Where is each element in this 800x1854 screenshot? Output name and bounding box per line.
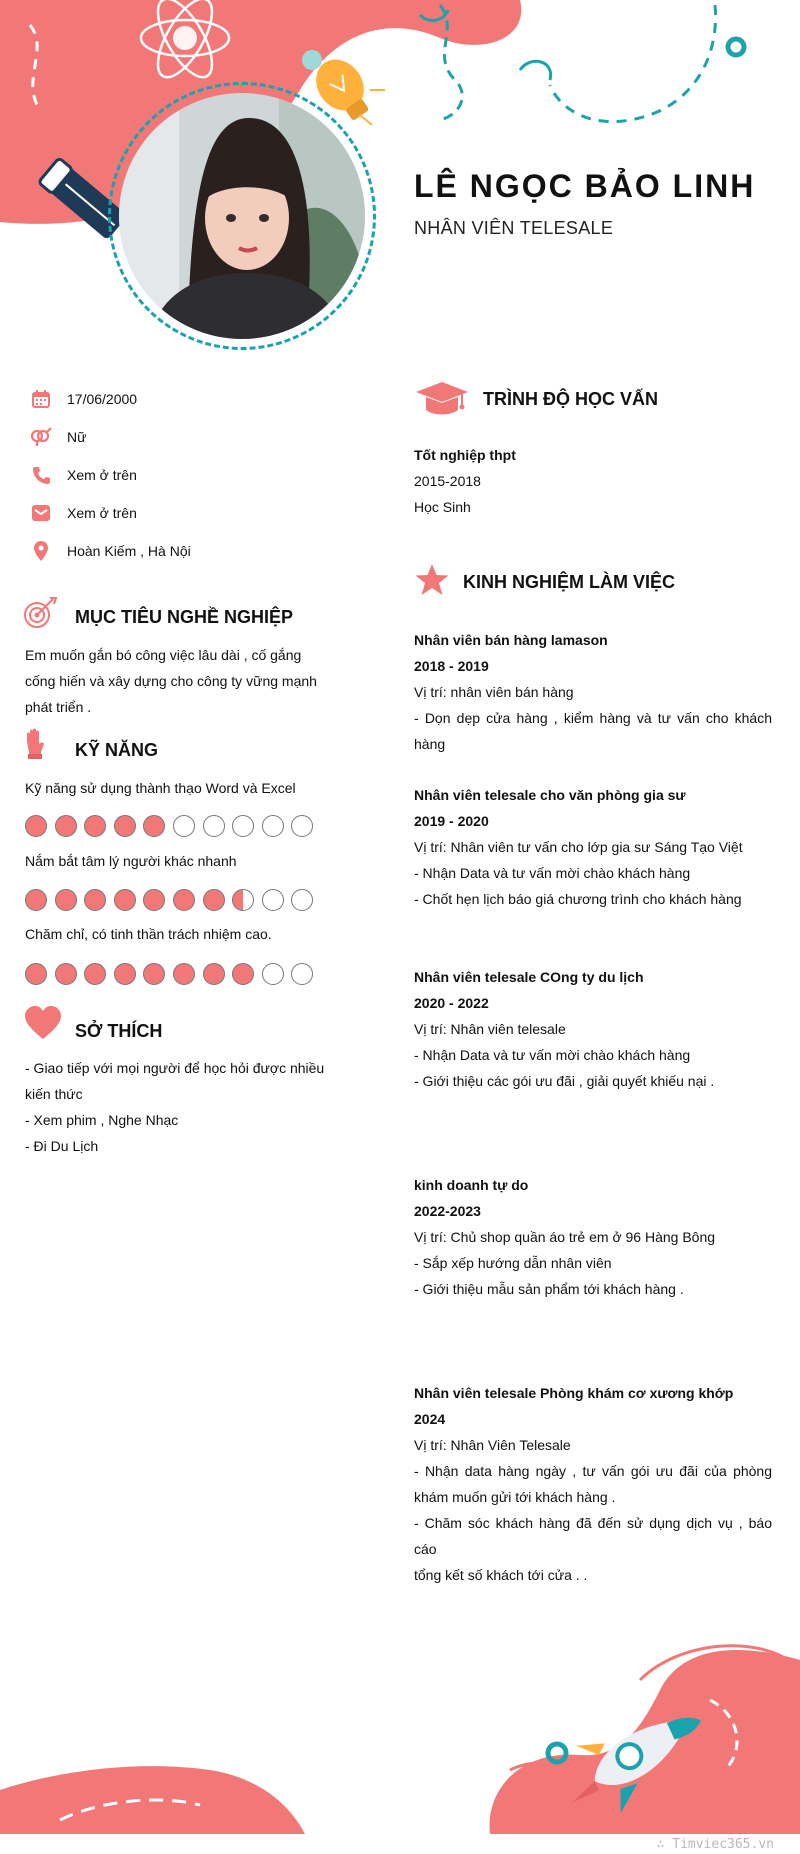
rating-dot xyxy=(173,815,195,837)
experience-line: - Giới thiệu mẫu sản phẩm tới khách hàng . xyxy=(414,1281,684,1297)
experience-line: - Sắp xếp hướng dẫn nhân viên xyxy=(414,1255,612,1271)
info-phone xyxy=(28,462,137,488)
rating-dot xyxy=(203,963,225,985)
rating-dot xyxy=(291,815,313,837)
experience-line: Vị trí: Chủ shop quần áo trẻ em ở 96 Hàng Bông xyxy=(414,1229,716,1245)
info-birthday xyxy=(28,386,137,412)
experience-company: Nhân viên telesale cho văn phòng gia sư xyxy=(414,787,686,803)
rating-dot xyxy=(55,815,77,837)
experience-company: Nhân viên telesale Phòng khám cơ xương khớp xyxy=(414,1385,734,1401)
hobbies-list xyxy=(25,1055,325,1159)
email-text: Xem ở trên xyxy=(67,505,137,521)
rating-dot xyxy=(25,815,47,837)
rating-dot xyxy=(291,963,313,985)
experience-line: hàng xyxy=(414,736,446,752)
rating-dot xyxy=(25,963,47,985)
experience-line: khám muốn gửi tới khách hàng . xyxy=(414,1489,616,1505)
objective-line: Em muốn gắn bó công việc lâu dài , cố gắng xyxy=(25,647,302,663)
experience-item xyxy=(414,1172,772,1302)
rating-dot xyxy=(55,963,77,985)
gender-icon xyxy=(28,424,54,450)
phone-text: Xem ở trên xyxy=(67,467,137,483)
experience-period: 2019 - 2020 xyxy=(414,813,489,829)
experience-company: Nhân viên bán hàng lamason xyxy=(414,632,608,648)
experience-line: Vị trí: Nhân viên tư vấn cho lớp gia sư Sáng Tạo Việt xyxy=(414,839,743,855)
experience-period: 2024 xyxy=(414,1411,446,1427)
heart-icon xyxy=(24,1006,62,1040)
objective-line: phát triển . xyxy=(25,699,92,715)
experience-period: 2018 - 2019 xyxy=(414,658,489,674)
experience-line: Vị trí: Nhân Viên Telesale xyxy=(414,1437,571,1453)
rating-dot xyxy=(143,815,165,837)
job-title: NHÂN VIÊN TELESALE xyxy=(414,218,614,238)
experience-title: KINH NGHIỆM LÀM VIỆC xyxy=(463,572,676,592)
rating-dot xyxy=(114,963,136,985)
phone-icon xyxy=(28,462,54,488)
location-pin-icon xyxy=(28,538,54,564)
education-school: Tốt nghiệp thpt xyxy=(414,447,516,463)
experience-item xyxy=(414,627,772,757)
experience-line: - Nhận Data và tư vấn mời chào khách hàng xyxy=(414,865,691,881)
skill-rating xyxy=(25,815,321,837)
experience-period: 2022-2023 xyxy=(414,1203,481,1219)
graduation-cap-icon xyxy=(414,380,470,418)
education-title: TRÌNH ĐỘ HỌC VẤN xyxy=(483,389,658,409)
birthday-text: 17/06/2000 xyxy=(67,391,138,407)
education-role: Học Sinh xyxy=(414,499,471,515)
rating-dot xyxy=(173,963,195,985)
rating-dot xyxy=(262,815,284,837)
experience-line: - Dọn dẹp cửa hàng , kiểm hàng và tư vấn cho khách xyxy=(414,710,772,726)
email-icon xyxy=(28,500,54,526)
experience-company: kinh doanh tự do xyxy=(414,1177,529,1193)
objective-title: MỤC TIÊU NGHỀ NGHIỆP xyxy=(75,607,294,627)
rating-dot xyxy=(143,963,165,985)
rating-dot xyxy=(55,889,77,911)
gender-text: Nữ xyxy=(67,429,87,445)
rating-dot xyxy=(84,815,106,837)
experience-line: - Nhận Data và tư vấn mời chào khách hàng xyxy=(414,1047,691,1063)
rating-dot xyxy=(84,889,106,911)
rating-dot xyxy=(143,889,165,911)
calendar-icon xyxy=(28,386,54,412)
experience-line: - Nhận data hàng ngày , tư vấn gói ưu đãi của phòng xyxy=(414,1463,772,1479)
experience-line: - Giới thiệu các gói ưu đãi , giải quyết khiếu nại . xyxy=(414,1073,715,1089)
objective-line: cống hiến và xây dựng cho công ty vững mạnh xyxy=(25,673,317,689)
skill-label: Nắm bắt tâm lý người khác nhanh xyxy=(25,853,237,869)
rating-dot xyxy=(25,889,47,911)
hobbies-title: SỞ THÍCH xyxy=(75,1021,163,1041)
objective-text xyxy=(25,642,325,720)
rating-dot xyxy=(84,963,106,985)
watermark: ∴ Timviec365.vn xyxy=(656,1837,774,1852)
experience-period: 2020 - 2022 xyxy=(414,995,489,1011)
raised-hand-icon xyxy=(22,728,48,760)
rating-dot xyxy=(291,889,313,911)
skills-title: KỸ NĂNG xyxy=(75,740,159,760)
rating-dot xyxy=(232,815,254,837)
experience-line: tổng kết số khách tới cửa . . xyxy=(414,1567,588,1583)
hobby-line: - Đi Du Lịch xyxy=(25,1138,99,1154)
skill-label: Chăm chỉ, có tinh thần trách nhiệm cao. xyxy=(25,926,272,942)
info-email xyxy=(28,500,137,526)
skill-rating xyxy=(25,963,321,985)
rating-dot xyxy=(114,889,136,911)
rating-dot xyxy=(114,815,136,837)
skill-label: Kỹ năng sử dụng thành thạo Word và Excel xyxy=(25,780,296,796)
experience-company: Nhân viên telesale COng ty du lịch xyxy=(414,969,644,985)
rating-dot xyxy=(232,889,254,911)
address-text: Hoàn Kiếm , Hà Nội xyxy=(67,543,191,559)
experience-line: Vị trí: Nhân viên telesale xyxy=(414,1021,566,1037)
rating-dot xyxy=(262,963,284,985)
rating-dot xyxy=(203,815,225,837)
experience-line: - Chăm sóc khách hàng đã đến sử dụng dịch vụ , báo cáo xyxy=(414,1515,772,1557)
footer-decoration xyxy=(0,1620,800,1854)
avatar xyxy=(119,93,365,339)
rating-dot xyxy=(262,889,284,911)
target-icon xyxy=(22,596,58,630)
hobby-line: kiến thức xyxy=(25,1086,83,1102)
info-address xyxy=(28,538,191,564)
skill-rating xyxy=(25,889,321,911)
experience-item xyxy=(414,1380,772,1588)
info-gender xyxy=(28,424,86,450)
education-years: 2015-2018 xyxy=(414,473,481,489)
rating-dot xyxy=(232,963,254,985)
experience-item xyxy=(414,782,772,912)
experience-line: - Chốt hẹn lịch báo giá chương trình cho khách hàng xyxy=(414,891,742,907)
star-icon xyxy=(414,563,450,597)
education-entry xyxy=(414,442,772,520)
candidate-name: LÊ NGỌC BẢO LINH xyxy=(414,168,756,204)
hobby-line: - Xem phim , Nghe Nhạc xyxy=(25,1112,179,1128)
experience-item xyxy=(414,964,772,1094)
rating-dot xyxy=(173,889,195,911)
experience-line: Vị trí: nhân viên bán hàng xyxy=(414,684,574,700)
rating-dot xyxy=(203,889,225,911)
hobby-line: - Giao tiếp với mọi người để học hỏi được nhiều xyxy=(25,1060,325,1076)
